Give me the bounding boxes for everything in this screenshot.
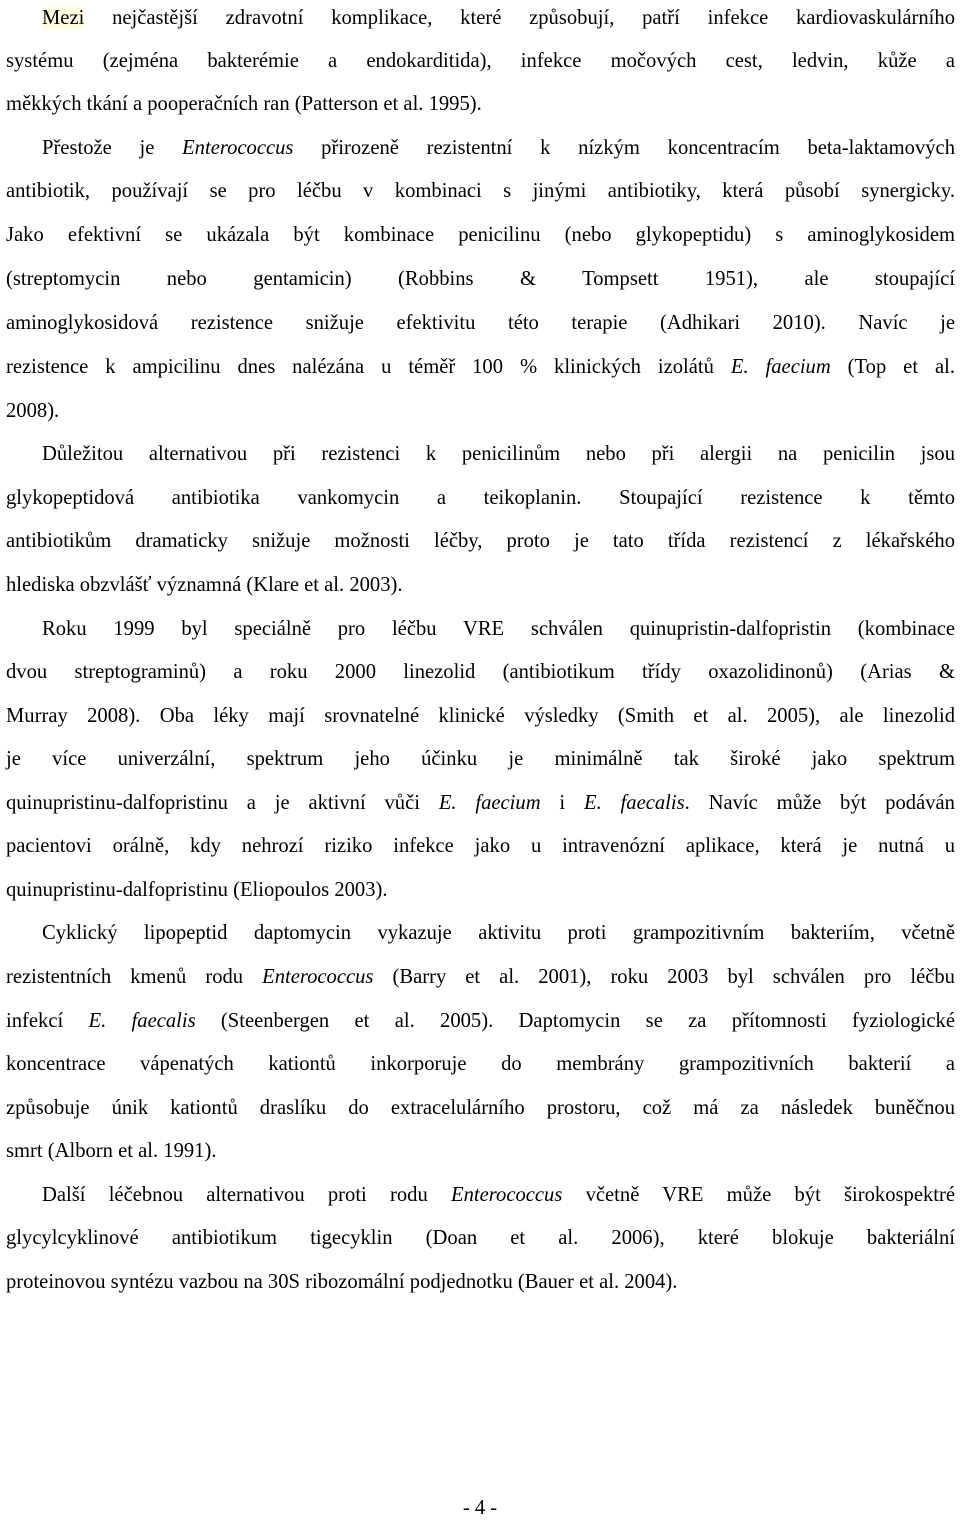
text-line (6, 1006, 955, 1036)
text-segment: (Barry et al. 2001), roku 2003 byl schválen pro léčbu (373, 966, 955, 988)
text-segment: Murray 2008). Oba léky mají srovnatelné klinické výsledky (Smith et al. 2005), ale linezolid (6, 705, 955, 727)
text-segment: quinupristinu-dalfopristinu a je aktivní vůči (6, 792, 439, 814)
text-segment: smrt (Alborn et al. 1991). (6, 1140, 217, 1162)
italic-text-segment: E. faecium (730, 356, 831, 378)
text-line (6, 264, 955, 294)
text-line (42, 918, 955, 948)
text-segment: quinupristinu-dalfopristinu (Eliopoulos 2003). (6, 879, 388, 901)
text-segment: včetně VRE může být širokospektré (562, 1184, 955, 1206)
text-segment: (Steenbergen et al. 2005). Daptomycin se za přítomnosti fyziologické (195, 1010, 955, 1032)
text-line (6, 526, 955, 556)
text-segment: je více univerzální, spektrum jeho účinku je minimálně tak široké jako spektrum (6, 748, 955, 770)
text-segment: Mezi (42, 7, 85, 29)
text-segment: aminoglykosidová rezistence snižuje efektivitu této terapie (Adhikari 2010). Navíc je (6, 312, 955, 334)
text-segment: infekcí (6, 1010, 89, 1032)
text-line (6, 308, 955, 338)
text-line (6, 396, 955, 426)
text-segment: glycylcyklinové antibiotikum tigecyklin (Doan et al. 2006), které blokuje bakteriální (6, 1227, 955, 1249)
text-segment: 2008). (6, 400, 60, 422)
text-segment: dvou streptograminů) a roku 2000 linezolid (antibiotikum třídy oxazolidinonů) (Arias & (6, 661, 955, 683)
text-line (42, 439, 955, 469)
text-segment: způsobuje únik kationtů draslíku do extracelulárního prostoru, což má za následek buněčnou (6, 1097, 955, 1119)
text-segment: rezistentních kmenů rodu (6, 966, 263, 988)
text-segment: měkkých tkání a pooperačních ran (Patterson et al. 1995). (6, 93, 482, 115)
text-line (6, 962, 955, 992)
text-segment: nejčastější zdravotní komplikace, které způsobují, patří infekce kardiovaskulárního (84, 7, 955, 29)
text-line (6, 89, 955, 119)
text-segment: glykopeptidová antibiotika vankomycin a teikoplanin. Stoupající rezistence k těmto (6, 487, 955, 509)
text-segment: Důležitou alternativou při rezistenci k penicilinům nebo při alergii na penicilin jsou (42, 443, 955, 465)
italic-text-segment: E. faecium (438, 792, 541, 814)
text-line (6, 1136, 955, 1166)
text-line (6, 744, 955, 774)
text-segment: i (540, 792, 584, 814)
text-line (42, 133, 955, 163)
text-line (42, 3, 955, 33)
italic-text-segment: Enterococcus (182, 137, 294, 159)
text-line (6, 875, 955, 905)
text-line (6, 352, 955, 382)
text-segment: Cyklický lipopeptid daptomycin vykazuje aktivitu proti grampozitivním bakteriím, včetně (42, 922, 955, 944)
text-segment: přirozeně rezistentní k nízkým koncentracím beta-laktamových (293, 137, 955, 159)
text-segment: (Top et al. (830, 356, 955, 378)
text-line (42, 614, 955, 644)
text-segment: proteinovou syntézu vazbou na 30S ribozomální podjednotku (Bauer et al. 2004). (6, 1271, 678, 1293)
italic-text-segment: Enterococcus (451, 1184, 563, 1206)
text-segment: pacientovi orálně, kdy nehrozí riziko infekce jako u intravenózní aplikace, která je nutná u (6, 835, 955, 857)
text-segment: koncentrace vápenatých kationtů inkorporuje do membrány grampozitivních bakterií a (6, 1053, 955, 1075)
text-line (6, 701, 955, 731)
text-line (42, 1180, 955, 1210)
text-line (6, 831, 955, 861)
text-line (6, 788, 955, 818)
text-line (6, 657, 955, 687)
italic-text-segment: E. faecalis (583, 792, 685, 814)
text-line (6, 1223, 955, 1253)
text-line (6, 570, 955, 600)
text-segment: (streptomycin nebo gentamicin) (Robbins & Tompsett 1951), ale stoupající (6, 268, 955, 290)
text-segment: hlediska obzvlášť významná (Klare et al. 2003). (6, 574, 403, 596)
text-line (6, 1093, 955, 1123)
text-segment: Roku 1999 byl speciálně pro léčbu VRE schválen quinupristin-dalfopristin (kombinace (42, 618, 955, 640)
text-line (6, 483, 955, 513)
text-segment: rezistence k ampicilinu dnes nalézána u téměř 100 % klinických izolátů (6, 356, 731, 378)
text-segment: Přestože je (42, 137, 183, 159)
text-segment: . Navíc může být podáván (684, 792, 955, 814)
text-line (6, 176, 955, 206)
text-segment: antibiotik, používají se pro léčbu v kombinaci s jinými antibiotiky, která působí synergicky. (6, 180, 955, 202)
text-segment: Jako efektivní se ukázala být kombinace penicilinu (nebo glykopeptidu) s aminoglykosidem (6, 224, 955, 246)
text-line (6, 220, 955, 250)
text-segment: Další léčebnou alternativou proti rodu (42, 1184, 452, 1206)
text-line (6, 1049, 955, 1079)
text-line (6, 46, 955, 76)
text-segment: systému (zejména bakterémie a endokarditida), infekce močových cest, ledvin, kůže a (6, 50, 955, 72)
page-number: - 4 - (462, 1497, 498, 1519)
text-line (6, 1267, 955, 1297)
italic-text-segment: Enterococcus (262, 966, 374, 988)
italic-text-segment: E. faecalis (88, 1010, 196, 1032)
text-segment: antibiotikům dramaticky snižuje možnosti léčby, proto je tato třída rezistencí z lékařského (6, 530, 955, 552)
